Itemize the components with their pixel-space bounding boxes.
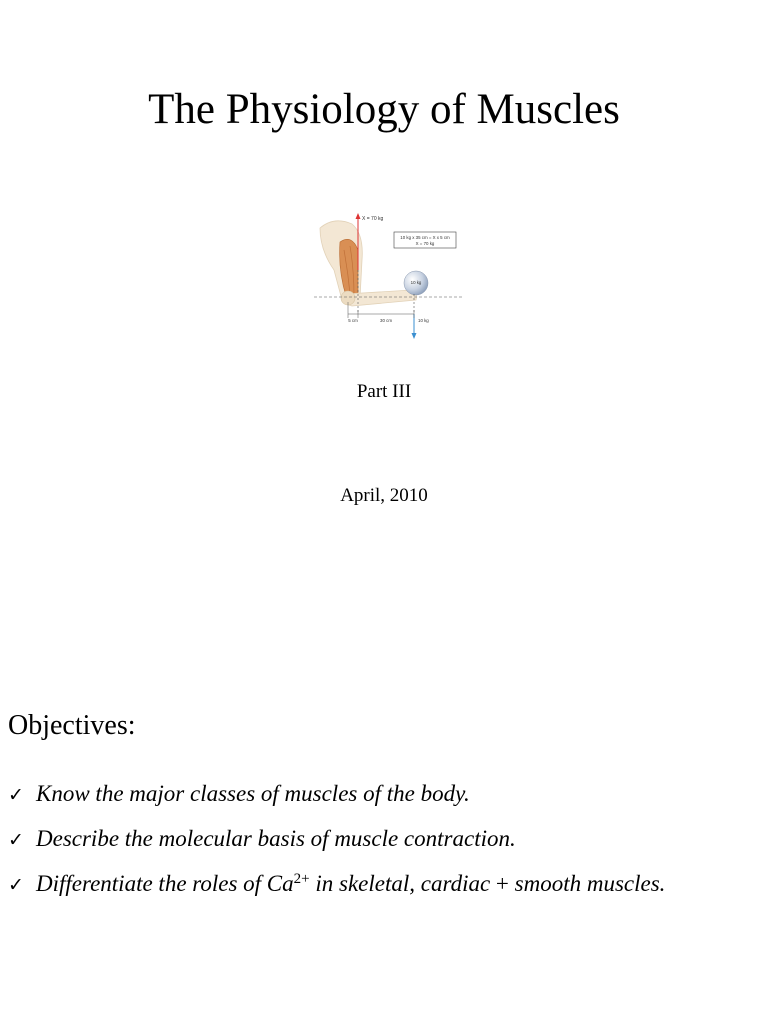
dimension-long: 30 cm xyxy=(380,318,392,323)
objective-text: Know the major classes of muscles of the body. xyxy=(36,781,470,806)
lever-arm-diagram xyxy=(312,210,468,342)
list-item xyxy=(8,780,763,825)
checkmark-icon: ✓ xyxy=(8,874,24,896)
list-item xyxy=(8,825,763,870)
force-label: X = 70 kg xyxy=(362,216,384,222)
date-label: April, 2010 xyxy=(340,485,428,506)
equation-line-1: 10 kg x 35 cm = X x 5 cm xyxy=(400,235,450,240)
objective-text xyxy=(36,870,665,901)
weight-label: 10 kg xyxy=(418,318,429,323)
equation-line-2: X = 70 kg xyxy=(415,241,435,246)
calcium-charge-superscript: 2+ xyxy=(293,871,310,887)
objective-text-middle: in skeletal, cardiac xyxy=(309,871,496,896)
objective-text-start: Differentiate the roles of Ca xyxy=(36,871,294,896)
objective-text: Describe the molecular basis of muscle contraction. xyxy=(36,826,516,851)
objective-text-end: smooth muscles. xyxy=(508,871,666,896)
dimension-short: 5 cm xyxy=(348,318,358,323)
list-item xyxy=(8,870,763,915)
part-label: Part III xyxy=(356,381,412,402)
ball-label: 10 kg xyxy=(410,280,422,285)
objectives-list xyxy=(8,780,763,915)
page-title: The Physiology of Muscles xyxy=(148,86,620,133)
checkmark-icon: ✓ xyxy=(8,829,24,851)
checkmark-icon: ✓ xyxy=(8,784,24,806)
plus-sign: + xyxy=(495,871,509,896)
objectives-heading: Objectives: xyxy=(8,710,136,741)
